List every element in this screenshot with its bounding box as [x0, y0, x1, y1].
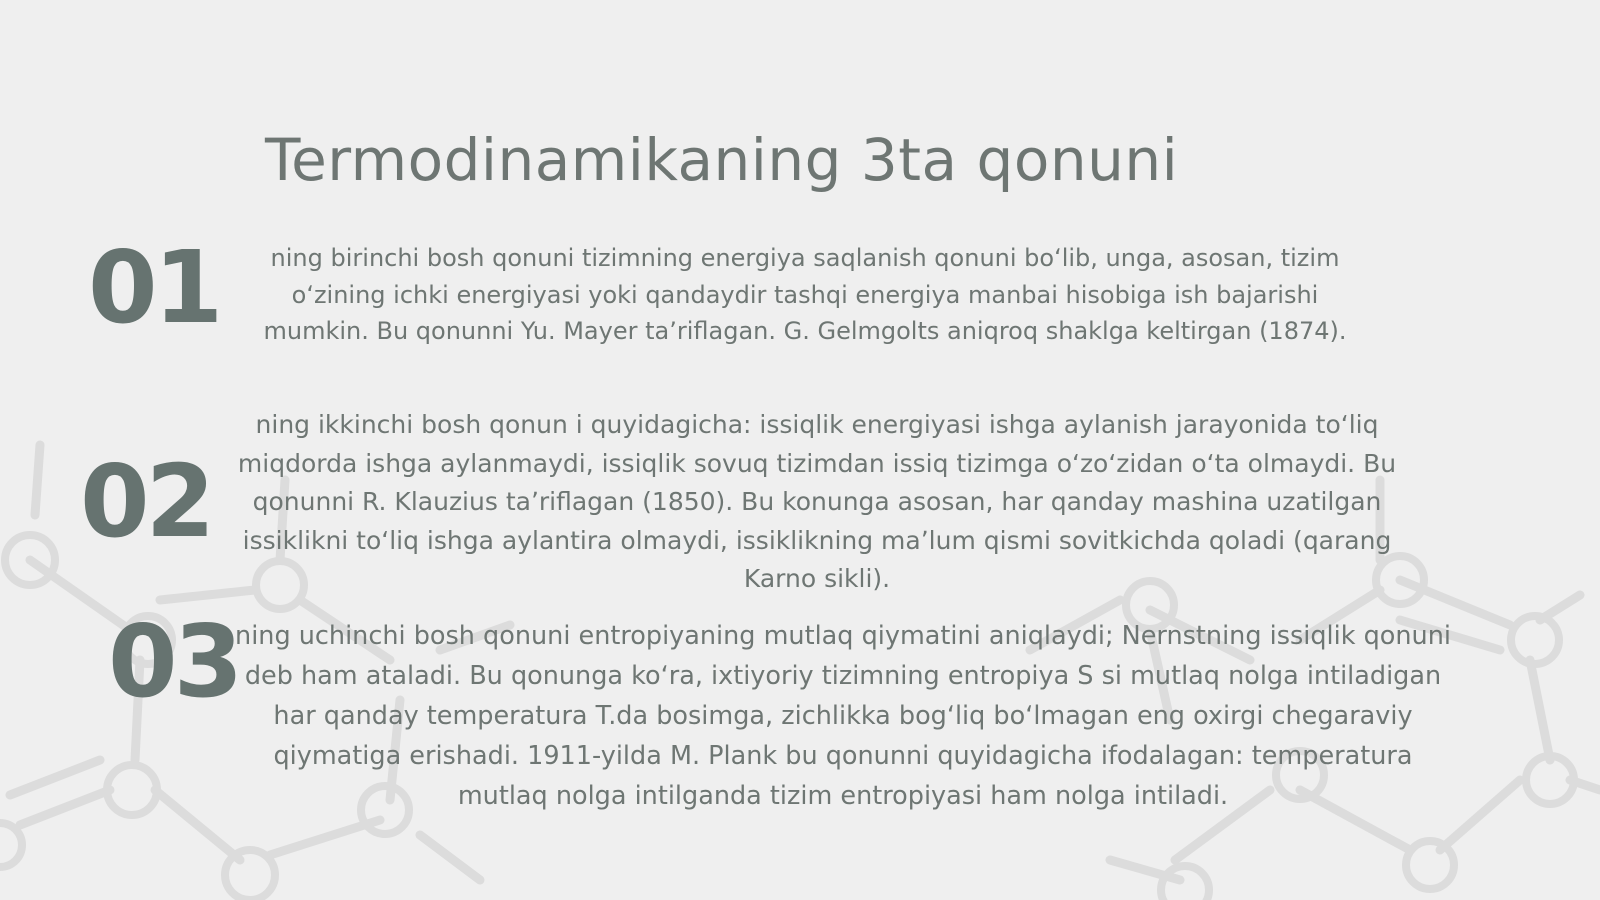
slide-title: Termodinamikaning 3ta qonuni [265, 126, 1179, 194]
item-number-01: 01 [88, 229, 220, 346]
item-number-03: 03 [108, 603, 240, 720]
item-text-03: ning uchinchi bosh qonuni entropiyaning mutlaq qiymatini aniqlaydi; Nernstning issiqlik qonuni deb ham ataladi. Bu qonunga koʻra, ixtiyoriy tizimning entropiya S si mutlaq nolga intiladigan har qanday temperatura T.da bosimga, zichlikka bogʻliq boʻlmagan eng oxirgi chegaraviy qiymatiga erishadi. 1911-yilda M. Plank bu qonunni quyidagicha ifodalagan: temperatura mutlaq nolga intilganda tizim entropiyasi ham nolga intiladi. [235, 621, 1451, 811]
item-number-02: 02 [80, 443, 212, 560]
item-text-01: ning birinchi bosh qonuni tizimning energiya saqlanish qonuni boʻlib, unga, asosan, tizim oʻzining ichki energiyasi yoki qandaydir tashqi energiya manbai hisobiga ish bajarishi mumkin. Bu qonunni Yu. Mayer taʼriflagan. G. Gelmgolts aniqroq shaklga keltirgan (1874). [263, 244, 1347, 345]
item-text-02: ning ikkinchi bosh qonun i quyidagicha: issiqlik energiyasi ishga aylanish jarayonida toʻliq miqdorda ishga aylanmaydi, issiqlik sovuq tizimdan issiq tizimga oʻzoʻzidan oʻta olmaydi. Bu qonunni R. Klauzius taʼriflagan (1850). Bu konunga asosan, har qanday mashina uzatilgan issiklikni toʻliq ishga aylantira olmaydi, issiklikning maʼlum qismi sovitkichda qoladi (qarang Karno sikli). [237, 410, 1397, 593]
